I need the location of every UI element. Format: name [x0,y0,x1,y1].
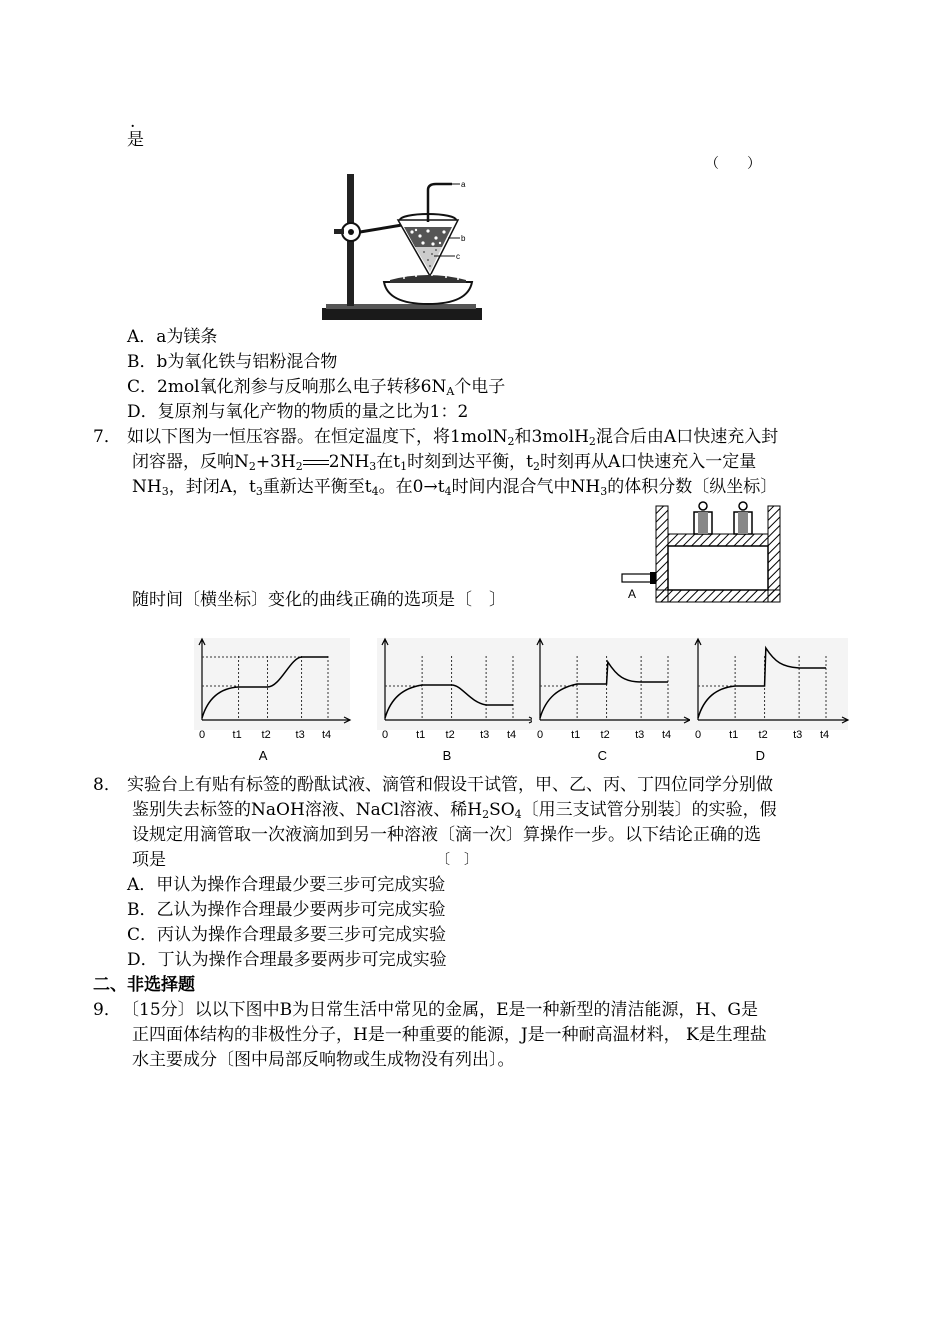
q9-number: 9． [93,1000,121,1020]
tick-label-t2: t2 [758,729,768,741]
tick-label-t2: t2 [445,729,455,741]
tick-label-0: 0 [695,729,702,741]
tick-label-t1: t1 [571,729,581,741]
q6-option-b[interactable]: B．b为氧化铁与铝粉混合物 [127,352,338,372]
graph-a [194,638,350,763]
q7-line-4: 随时间〔横坐标〕变化的曲线正确的选项是〔 〕 [132,590,506,610]
q7-line-1: 如以下图为一恒压容器。在恒定温度下，将1molN$_2$和3molH$_2$混合后由A口快速充入封 [127,427,779,448]
graph-background [377,638,535,730]
constant-pressure-container [620,498,788,606]
graph-letter: C [597,748,607,763]
q9-line-2: 正四面体结构的非极性分子，H是一种重要的能源，J是一种耐高温材料， K是生理盐 [132,1025,767,1045]
q6-option-a[interactable]: A．a为镁条 [127,327,218,347]
graph-letter: D [755,748,765,763]
q8-line-3: 设规定用滴管取一次液滴加到另一种溶液〔滴一次〕算操作一步。以下结论正确的选 [132,825,761,845]
tick-label-t4: t4 [322,729,332,741]
q8-line-4: 项是 [132,850,166,870]
q6-option-c[interactable]: C．2mol氧化剂参与反响那么电子转移$6N_A$个电子 [127,377,506,398]
thermite-apparatus-figure [320,172,485,324]
q7-number: 7． [93,427,121,447]
nh3-fraction-graphs [190,636,855,766]
evaporating-dish [384,282,472,304]
reversible-arrow [303,458,329,468]
right-wall [768,506,780,602]
tick-label-t3: t3 [480,729,490,741]
gas-chamber [668,546,768,590]
tick-label-t4: t4 [507,729,517,741]
graph-letter: A [258,748,268,763]
q6-option-d[interactable]: D．复原剂与氧化产物的物质的量之比为1：2 [127,402,469,422]
q8-option-b[interactable]: B．乙认为操作合理最少要两步可完成实验 [127,900,446,920]
question-tail-text: 是 [127,130,144,150]
tick-label-t4: t4 [820,729,830,741]
graph-background [194,638,350,730]
tick-label-t2: t2 [261,729,271,741]
graph-c [532,638,690,763]
piston [668,534,768,546]
tick-label-t2: t2 [600,729,610,741]
q8-number: 8． [93,775,121,795]
q8-answer-bracket: 〔 〕 [436,852,478,868]
graph-letter: B [442,748,452,763]
label-a: a [461,180,466,189]
q7-line-2: 闭容器，反响$N_2+3H_2$ $2NH_3$在$t_1$时刻到达平衡，$t_2$时刻再从A口快速充入一定量 [132,452,757,473]
tick-label-0: 0 [537,729,544,741]
answer-bracket: （ ） [705,156,761,172]
graph-background [532,638,690,730]
q8-option-a[interactable]: A．甲认为操作合理最少要三步可完成实验 [127,875,446,895]
q8-option-c[interactable]: C．丙认为操作合理最多要三步可完成实验 [127,925,447,945]
tick-label-0: 0 [199,729,206,741]
bottom-wall [656,590,780,602]
q8-option-d[interactable]: D．丁认为操作合理最多要两步可完成实验 [127,950,447,970]
tick-label-t1: t1 [232,729,242,741]
stand-base [322,308,482,320]
stray-dot: . [130,112,136,132]
tick-label-t3: t3 [793,729,803,741]
left-wall [656,506,668,602]
q7-line-3: $NH_3$，封闭A，$t_3$重新达平衡至$t_4$。在$0\to t_4$时间内混合气中$NH_3$的体积分数〔纵坐标〕 [132,477,778,498]
tick-label-t3: t3 [635,729,645,741]
tick-label-t4: t4 [662,729,672,741]
sand [390,275,466,283]
tick-label-t1: t1 [416,729,426,741]
q8-line-2: 鉴别失去标签的NaOH溶液、NaCl溶液、稀$H_2SO_4$〔用三支试管分别装〕的实验，假 [132,800,777,821]
q9-line-3: 水主要成分〔图中局部反响物或生成物没有列出〕。 [132,1050,515,1070]
tick-label-t1: t1 [729,729,739,741]
graph-b [377,638,535,763]
graph-d [690,638,848,763]
label-c: c [456,252,460,261]
section-heading: 二、非选择题 [93,975,195,995]
label-b: b [461,234,466,243]
q8-line-1: 实验台上有贴有标签的酚酞试液、滴管和假设干试管，甲、乙、丙、丁四位同学分别做 [127,775,773,795]
tick-label-0: 0 [382,729,389,741]
inlet-label-a: A [628,587,637,601]
q9-line-1: 〔15分〕以以下图中B为日常生活中常见的金属，E是一种新型的清洁能源，H、G是 [122,1000,758,1020]
tick-label-t3: t3 [295,729,305,741]
